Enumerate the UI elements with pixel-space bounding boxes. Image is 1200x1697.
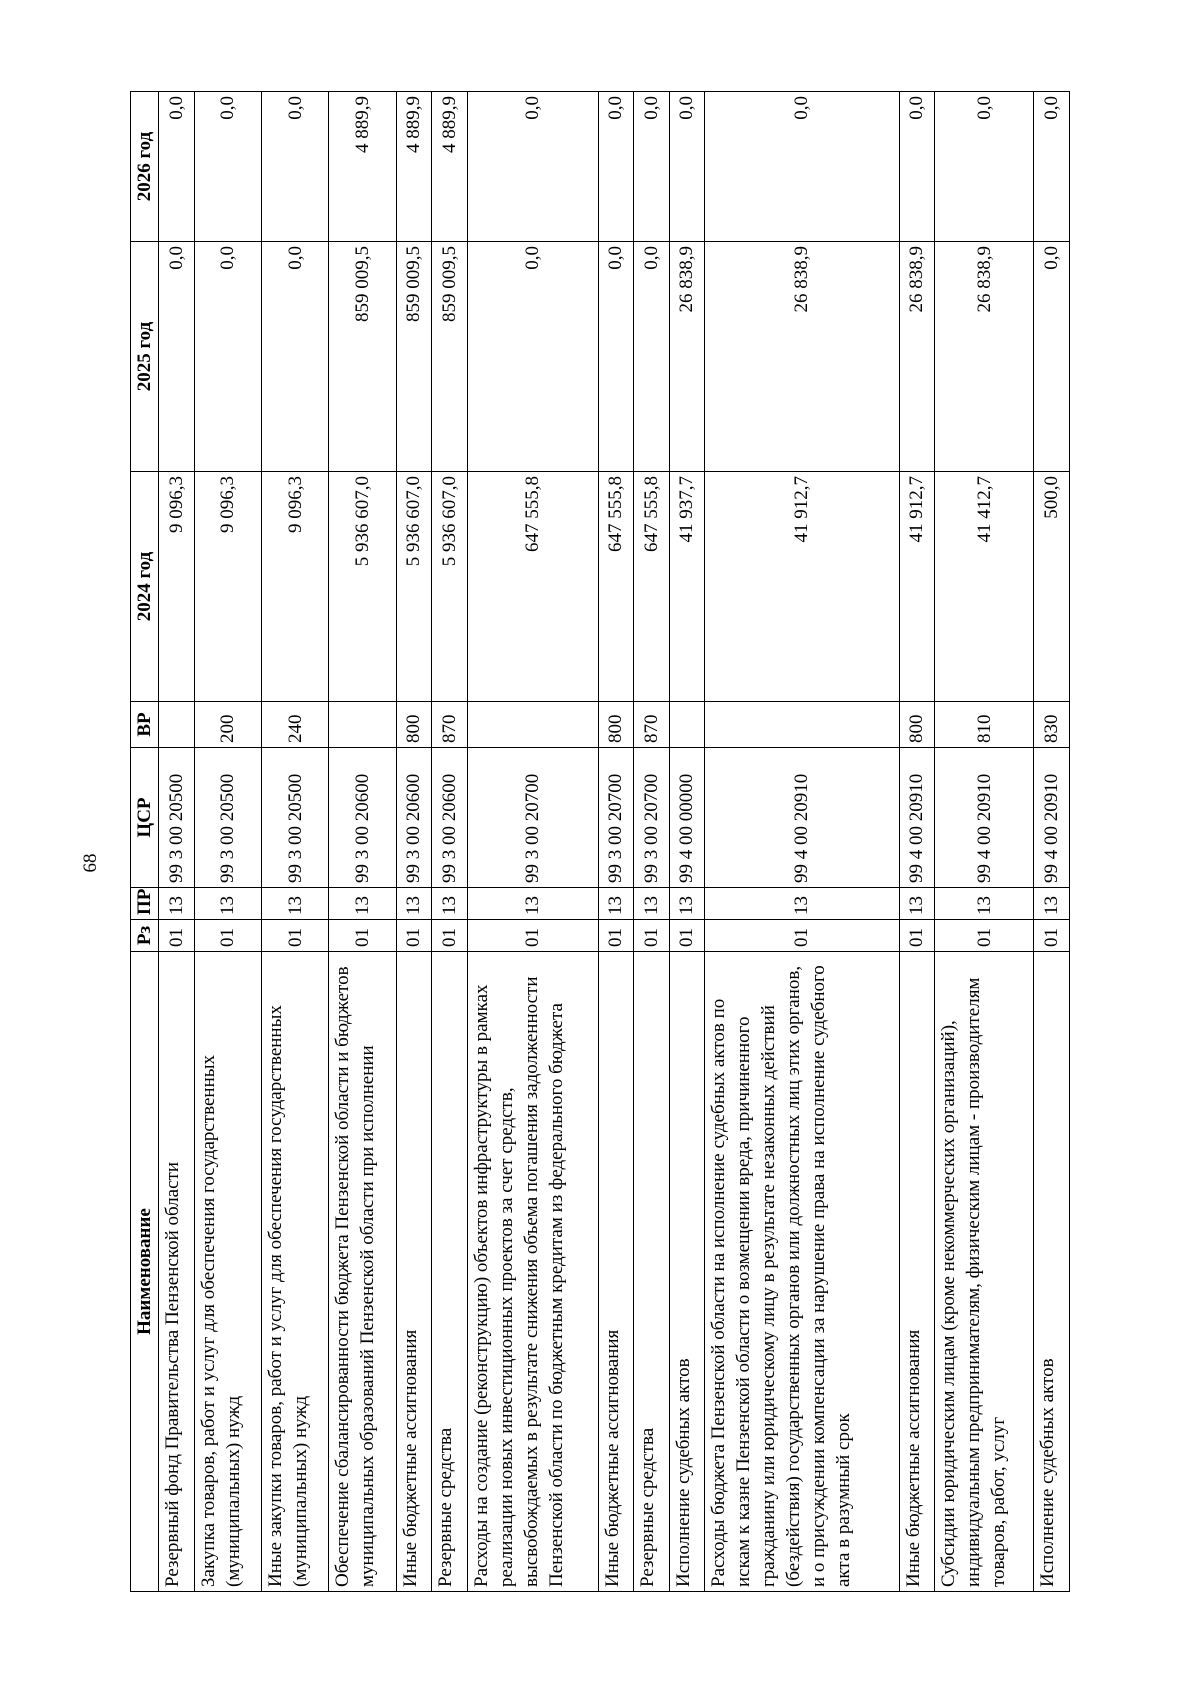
row-value-2024: 9 096,3 [159, 472, 195, 702]
table-row [329, 92, 396, 1592]
row-pr: 13 [467, 888, 598, 920]
row-vr [705, 702, 899, 748]
table-row [467, 92, 598, 1592]
row-name: Закупка товаров, работ и услуг для обеспечения государственных (муниципальных) нужд [194, 952, 261, 1592]
row-value-2025: 0,0 [634, 242, 670, 472]
row-rz: 01 [159, 920, 195, 952]
row-pr: 13 [634, 888, 670, 920]
row-vr [159, 702, 195, 748]
row-csr: 99 3 00 20600 [329, 748, 396, 888]
row-value-2026: 0,0 [705, 92, 899, 242]
table-row [935, 92, 1034, 1592]
row-vr: 800 [899, 702, 935, 748]
row-csr: 99 3 00 20600 [432, 748, 468, 888]
row-vr [467, 702, 598, 748]
col-header-2024: 2024 год [131, 472, 159, 702]
row-pr: 13 [432, 888, 468, 920]
row-value-2024: 5 936 607,0 [396, 472, 432, 702]
row-value-2025: 26 838,9 [899, 242, 935, 472]
row-name: Иные бюджетные ассигнования [899, 952, 935, 1592]
table-row [261, 92, 328, 1592]
row-value-2024: 647 555,8 [598, 472, 634, 702]
row-pr: 13 [1034, 888, 1070, 920]
row-value-2026: 0,0 [935, 92, 1034, 242]
row-rz: 01 [598, 920, 634, 952]
row-value-2026: 0,0 [194, 92, 261, 242]
row-value-2024: 9 096,3 [194, 472, 261, 702]
row-pr: 13 [669, 888, 705, 920]
row-value-2026: 0,0 [669, 92, 705, 242]
row-value-2024: 5 936 607,0 [329, 472, 396, 702]
row-vr [329, 702, 396, 748]
row-rz: 01 [935, 920, 1034, 952]
row-vr: 800 [396, 702, 432, 748]
row-name: Резервный фонд Правительства Пензенской области [159, 952, 195, 1592]
row-value-2024: 647 555,8 [634, 472, 670, 702]
row-csr: 99 3 00 20500 [261, 748, 328, 888]
row-rz: 01 [705, 920, 899, 952]
col-header-2026: 2026 год [131, 92, 159, 242]
page-number: 68 [80, 853, 101, 873]
row-name: Расходы бюджета Пензенской области на исполнение судебных актов по искам к казне Пензенской области о возмещении вреда, причиненного гражданину или юридическому лицу в результате незаконных действий (бездействия) государственных органов или должностных лиц этих органов, и о присуждении компенсации за нарушение права на исполнение судебного акта в разумный срок [705, 952, 899, 1592]
col-header-2025: 2025 год [131, 242, 159, 472]
row-vr: 870 [634, 702, 670, 748]
table-row [432, 92, 468, 1592]
row-value-2025: 0,0 [467, 242, 598, 472]
row-name: Резервные средства [432, 952, 468, 1592]
row-value-2024: 41 412,7 [935, 472, 1034, 702]
row-rz: 01 [669, 920, 705, 952]
row-pr: 13 [705, 888, 899, 920]
row-value-2025: 0,0 [159, 242, 195, 472]
row-name: Исполнение судебных актов [1034, 952, 1070, 1592]
row-csr: 99 4 00 20910 [899, 748, 935, 888]
row-value-2026: 4 889,9 [329, 92, 396, 242]
row-value-2024: 41 912,7 [705, 472, 899, 702]
row-value-2026: 0,0 [159, 92, 195, 242]
row-csr: 99 4 00 20910 [1034, 748, 1070, 888]
row-vr: 810 [935, 702, 1034, 748]
rotated-table-container [130, 92, 1070, 1592]
row-name: Субсидии юридическим лицам (кроме некоммерческих организаций), индивидуальным предпринимателям, физическим лицам - производителям товаров, работ, услуг [935, 952, 1034, 1592]
row-value-2024: 500,0 [1034, 472, 1070, 702]
table-row [396, 92, 432, 1592]
budget-table [130, 91, 1070, 1592]
table-row [899, 92, 935, 1592]
row-value-2026: 0,0 [634, 92, 670, 242]
row-pr: 13 [899, 888, 935, 920]
col-header-vr: ВР [131, 702, 159, 748]
row-value-2026: 0,0 [467, 92, 598, 242]
col-header-csr: ЦСР [131, 748, 159, 888]
row-pr: 13 [194, 888, 261, 920]
row-csr: 99 3 00 20500 [159, 748, 195, 888]
row-vr [669, 702, 705, 748]
table-header-row [131, 92, 159, 1592]
row-csr: 99 3 00 20500 [194, 748, 261, 888]
row-csr: 99 3 00 20700 [467, 748, 598, 888]
row-csr: 99 3 00 20600 [396, 748, 432, 888]
row-pr: 13 [935, 888, 1034, 920]
row-value-2025: 26 838,9 [669, 242, 705, 472]
row-value-2024: 41 937,7 [669, 472, 705, 702]
table-row [194, 92, 261, 1592]
row-name: Исполнение судебных актов [669, 952, 705, 1592]
row-value-2026: 4 889,9 [396, 92, 432, 242]
row-value-2025: 859 009,5 [329, 242, 396, 472]
row-rz: 01 [396, 920, 432, 952]
row-value-2026: 0,0 [261, 92, 328, 242]
row-rz: 01 [634, 920, 670, 952]
row-vr: 870 [432, 702, 468, 748]
row-value-2026: 0,0 [598, 92, 634, 242]
row-pr: 13 [598, 888, 634, 920]
row-rz: 01 [899, 920, 935, 952]
row-pr: 13 [261, 888, 328, 920]
table-row [598, 92, 634, 1592]
row-vr: 240 [261, 702, 328, 748]
row-value-2026: 4 889,9 [432, 92, 468, 242]
row-value-2025: 0,0 [194, 242, 261, 472]
row-rz: 01 [432, 920, 468, 952]
table-row [669, 92, 705, 1592]
col-header-rz: Рз [131, 920, 159, 952]
row-value-2024: 5 936 607,0 [432, 472, 468, 702]
row-pr: 13 [329, 888, 396, 920]
row-name: Иные бюджетные ассигнования [396, 952, 432, 1592]
row-name: Резервные средства [634, 952, 670, 1592]
col-header-name: Наименование [131, 952, 159, 1592]
row-rz: 01 [1034, 920, 1070, 952]
row-value-2024: 9 096,3 [261, 472, 328, 702]
row-name: Обеспечение сбалансированности бюджета Пензенской области и бюджетов муниципальных образований Пензенской области при исполнении [329, 952, 396, 1592]
row-rz: 01 [467, 920, 598, 952]
row-value-2025: 859 009,5 [396, 242, 432, 472]
row-value-2025: 26 838,9 [705, 242, 899, 472]
row-csr: 99 4 00 20910 [705, 748, 899, 888]
row-value-2026: 0,0 [899, 92, 935, 242]
row-vr: 800 [598, 702, 634, 748]
table-row [634, 92, 670, 1592]
table-row [159, 92, 195, 1592]
row-vr: 830 [1034, 702, 1070, 748]
row-value-2024: 647 555,8 [467, 472, 598, 702]
row-value-2025: 0,0 [1034, 242, 1070, 472]
row-value-2025: 0,0 [598, 242, 634, 472]
row-name: Иные бюджетные ассигнования [598, 952, 634, 1592]
table-row [1034, 92, 1070, 1592]
row-rz: 01 [261, 920, 328, 952]
row-rz: 01 [194, 920, 261, 952]
row-pr: 13 [159, 888, 195, 920]
row-value-2025: 0,0 [261, 242, 328, 472]
row-csr: 99 3 00 20700 [634, 748, 670, 888]
row-csr: 99 4 00 00000 [669, 748, 705, 888]
row-name: Расходы на создание (реконструкцию) объектов инфраструктуры в рамках реализации новых инвестиционных проектов за счет средств, высвобождаемых в результате снижения объема погашения задолженности Пензенской области по бюджетным кредитам из федерального бюджета [467, 952, 598, 1592]
col-header-pr: ПР [131, 888, 159, 920]
row-value-2024: 41 912,7 [899, 472, 935, 702]
row-vr: 200 [194, 702, 261, 748]
row-rz: 01 [329, 920, 396, 952]
table-row [705, 92, 899, 1592]
row-csr: 99 3 00 20700 [598, 748, 634, 888]
row-name: Иные закупки товаров, работ и услуг для обеспечения государственных (муниципальных) нужд [261, 952, 328, 1592]
row-pr: 13 [396, 888, 432, 920]
row-csr: 99 4 00 20910 [935, 748, 1034, 888]
row-value-2025: 26 838,9 [935, 242, 1034, 472]
row-value-2026: 0,0 [1034, 92, 1070, 242]
row-value-2025: 859 009,5 [432, 242, 468, 472]
